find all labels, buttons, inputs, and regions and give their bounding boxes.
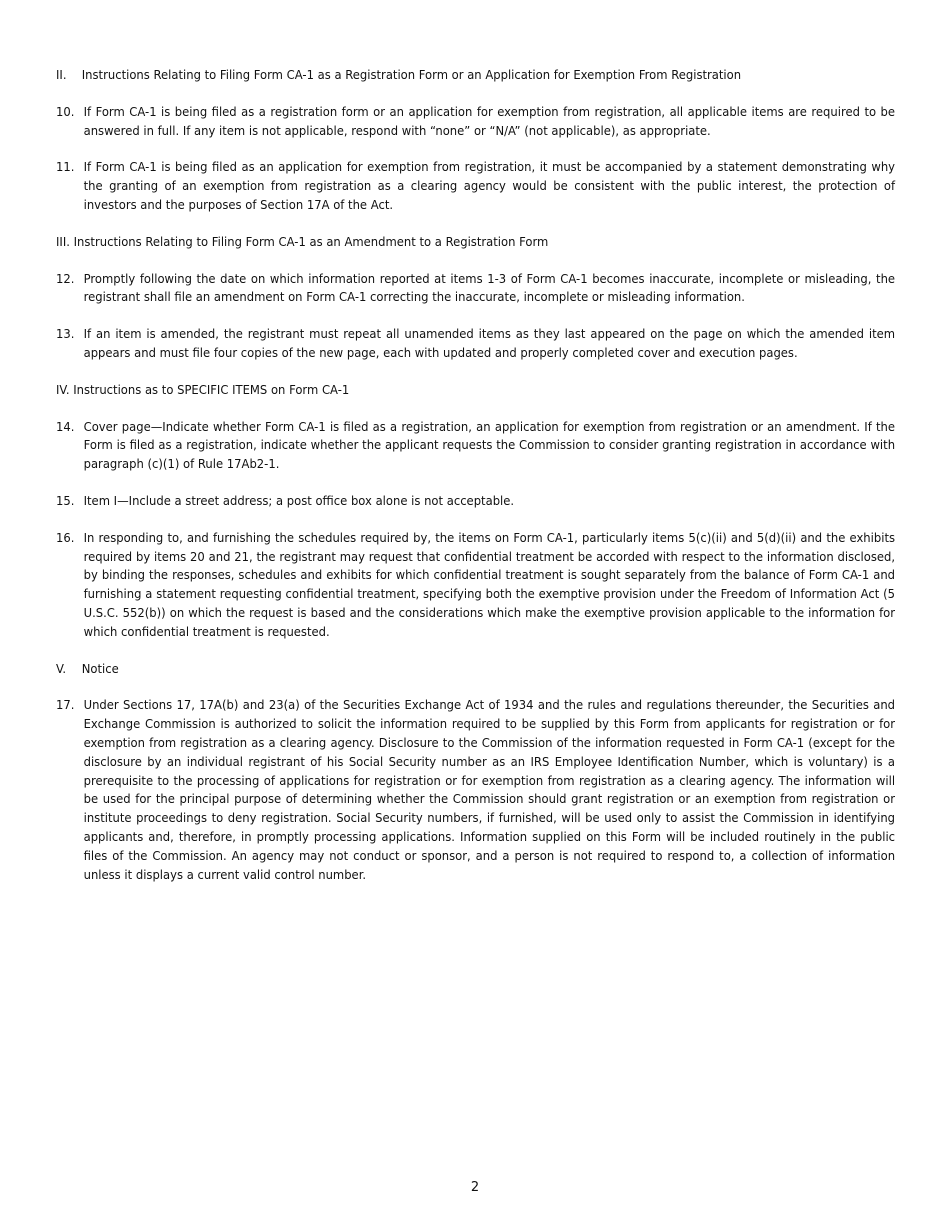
section-title: Instructions Relating to Filing Form CA-1 as a Registration Form or an Application for Exemption From Registration (81, 67, 742, 82)
section-number: IV. (56, 381, 70, 397)
instruction-item-10 (56, 103, 895, 141)
instructions-body (56, 66, 895, 884)
item-text: Promptly following the date on which information reported at items 1-3 of Form CA-1 becomes inaccurate, incomplete or misleading, the registrant shall file an amendment on Form CA-1 correcting the inaccurate, incomplete or misleading information. (83, 270, 896, 305)
item-number: 16. (56, 529, 75, 545)
section-title: Notice (81, 660, 119, 676)
instruction-item-14 (56, 418, 895, 474)
item-text: In responding to, and furnishing the schedules required by, the items on Form CA-1, particularly items 5(c)(ii) and 5(d)(ii) and the exhibits required by items 20 and 21, the registrant may request that confidential treatment be accorded with respect to the information disclosed, by binding the responses, schedules and exhibits for which confidential treatment is sought separately from the balance of Form CA-1 and furnishing a statement requesting confidential treatment, specifying both the exemptive provision under the Freedom of Information Act (5 U.S.C. 552(b)) on which the request is based and the considerations which make the exemptive provision applicable to the information for which confidential treatment is requested. (83, 529, 896, 639)
section-heading-4 (56, 381, 895, 400)
item-number: 12. (56, 270, 75, 286)
item-text: If Form CA-1 is being filed as an application for exemption from registration, it must be accompanied by a statement demonstrating why the granting of an exemption from registration as a clearing agency would be consistent with the public interest, the protection of investors and the purposes of Section 17A of the Act. (83, 159, 896, 212)
section-number: V. (56, 660, 67, 676)
page-number: 2 (470, 1180, 480, 1195)
section-title: Instructions Relating to Filing Form CA-1 as an Amendment to a Registration Form (73, 233, 549, 249)
item-text: Cover page—Indicate whether Form CA-1 is filed as a registration, an application for exemption from registration or an amendment. If the Form is filed as a registration, indicate whether the applicant requests the Commission to consider granting registration in accordance with paragraph (c)(1) of Rule 17Ab2-1. (83, 418, 896, 472)
section-number: III. (56, 233, 70, 249)
item-number: 10. (56, 103, 75, 119)
item-number: 17. (56, 697, 75, 713)
item-number: 14. (56, 418, 75, 434)
item-number: 15. (56, 492, 75, 508)
section-heading-2 (56, 66, 895, 85)
item-number: 11. (56, 159, 75, 175)
item-text: Under Sections 17, 17A(b) and 23(a) of the Securities Exchange Act of 1934 and the rules and regulations thereunder, the Securities and Exchange Commission is authorized to solicit the information required to be supplied by this Form from applicants for registration or for exemption from registration as a clearing agency. Disclosure to the Commission of the information requested in Form CA-1 (except for the disclosure by an individual registrant of his Social Security number as an IRS Employee Identification Number, which is voluntary) is a prerequisite to the processing of applications for registration or for exemption from registration as a clearing agency. The information will be used for the principal purpose of determining whether the Commission should grant registration or an exemption from registration or institute proceedings to deny registration. Social Security numbers, if furnished, will be used only to assist the Commission in identifying applicants and, therefore, in promptly processing applications. Information supplied on this Form will be included routinely in the public files of the Commission. An agency may not conduct or sponsor, and a person is not required to respond to, a collection of information unless it displays a current valid control number. (83, 697, 896, 882)
item-text: If Form CA-1 is being filed as a registration form or an application for exemption from registration, all applicable items are required to be answered in full. If any item is not applicable, respond with “none” or “N/A” (not applicable), as appropriate. (83, 103, 896, 138)
instruction-item-15 (56, 492, 895, 511)
section-heading-5 (56, 660, 895, 679)
section-heading-3 (56, 233, 895, 252)
item-text: If an item is amended, the registrant must repeat all unamended items as they last appeared on the page on which the amended item appears and must file four copies of the new page, each with updated and properly completed cover and execution pages. (83, 326, 896, 360)
instruction-item-16 (56, 529, 895, 642)
section-number: II. (56, 67, 67, 82)
section-title: Instructions as to SPECIFIC ITEMS on Form CA-1 (73, 381, 350, 397)
instruction-item-13 (56, 325, 895, 363)
instruction-item-12 (56, 270, 895, 308)
instruction-item-17 (56, 696, 895, 884)
item-number: 13. (56, 326, 75, 342)
item-text: Item I—Include a street address; a post office box alone is not acceptable. (83, 492, 515, 508)
instruction-item-11 (56, 158, 895, 214)
